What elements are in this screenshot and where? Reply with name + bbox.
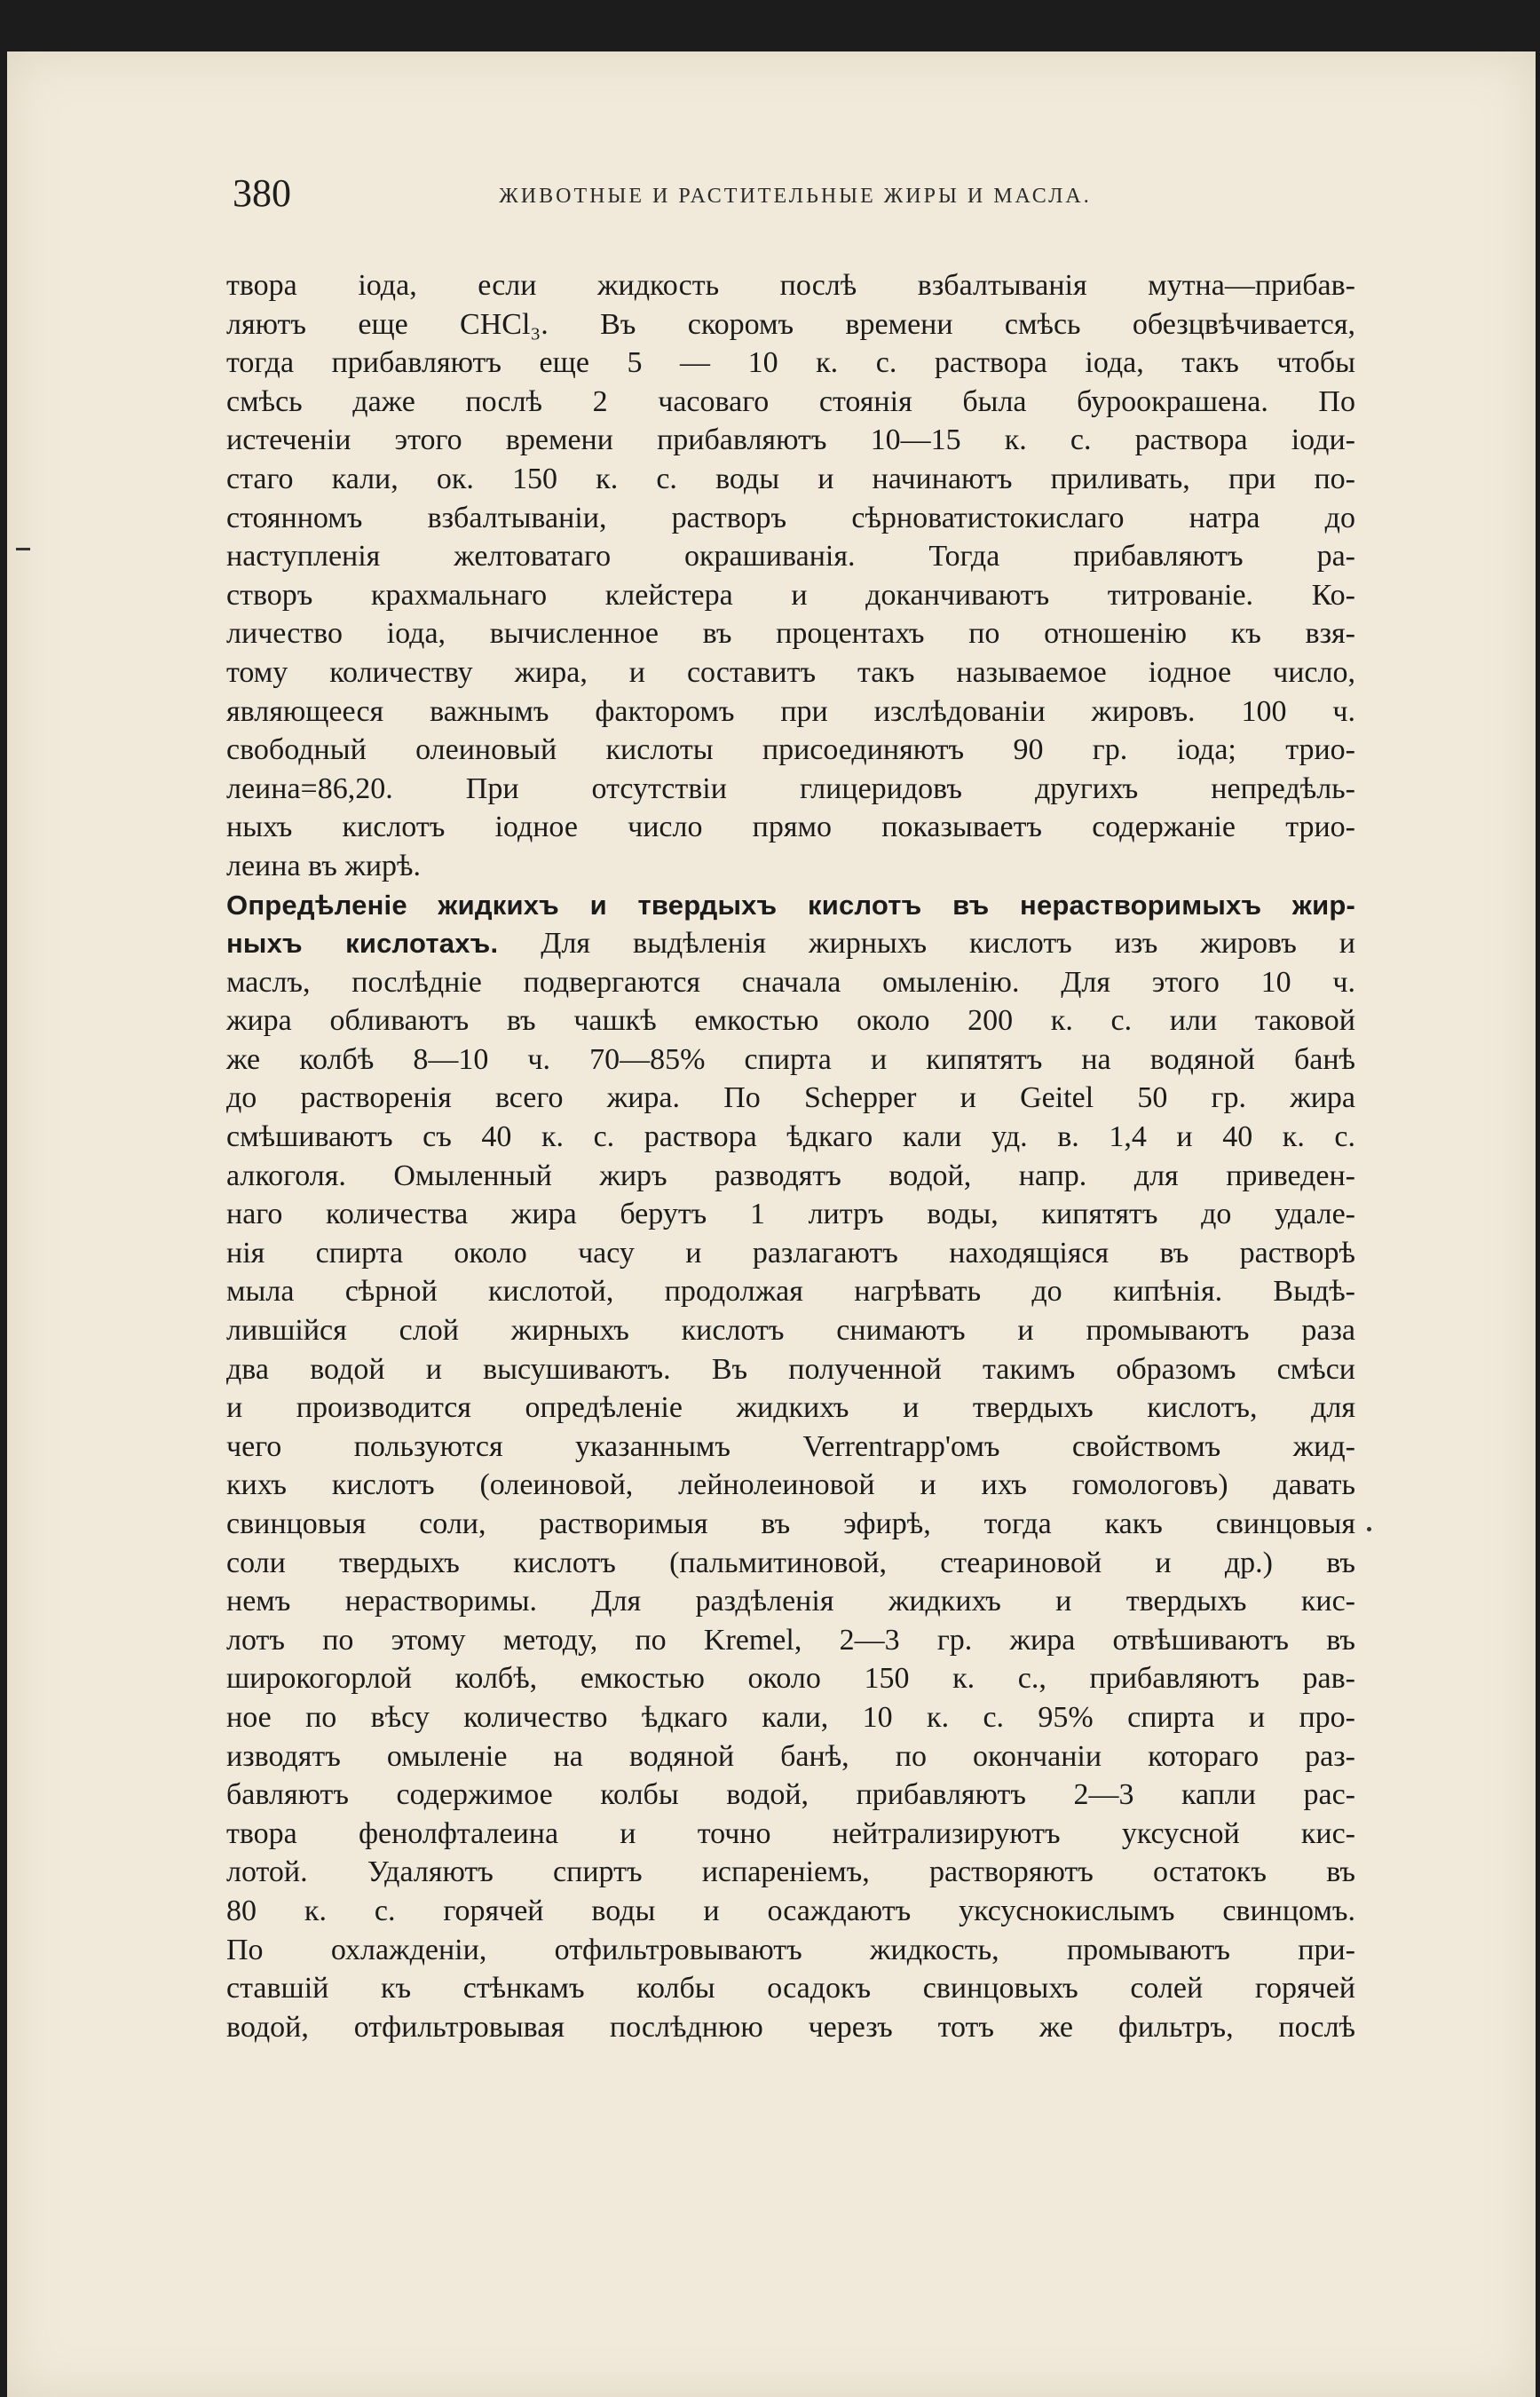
text-line: наго количества жира берутъ 1 литръ воды, кипятятъ до удале-	[226, 1198, 1355, 1231]
text-line: лотъ по этому методу, по Kremel, 2—3 гр. жира отвѣшиваютъ въ	[226, 1623, 1355, 1657]
text-line-heading-continuation	[226, 924, 1355, 963]
text-line: жира обливаютъ въ чашкѣ емкостью около 200 к. с. или таковой	[226, 1004, 1355, 1038]
margin-dot-mark	[1367, 1527, 1371, 1531]
section-heading: Опредѣленіе жидкихъ и твердыхъ кислотъ въ нерастворимыхъ жир-	[226, 889, 1355, 921]
page-body	[226, 266, 1355, 2046]
text-line: ныхъ кислотъ іодное число прямо показываетъ содержаніе трио-	[226, 811, 1355, 844]
text-line: соли твердыхъ кислотъ (пальмитиновой, стеариновой и др.) въ	[226, 1546, 1355, 1579]
text-line: ставшій къ стѣнкамъ колбы осадокъ свинцовыхъ солей горячей	[226, 1972, 1355, 2005]
text-line: смѣшиваютъ съ 40 к. с. раствора ѣдкаго кали уд. в. 1,4 и 40 к. с.	[226, 1120, 1355, 1154]
text-line: стоянномъ взбалтываніи, растворъ сѣрноватистокислаго натра до	[226, 501, 1355, 534]
text-line: 80 к. с. горячей воды и осаждаютъ уксуснокислымъ свинцомъ.	[226, 1894, 1355, 1927]
text-line: лившійся слой жирныхъ кислотъ снимаютъ и промываютъ раза	[226, 1314, 1355, 1348]
text-line: тогда прибавляютъ еще 5 — 10 к. с. раствора іода, такъ чтобы	[226, 346, 1355, 380]
paragraph-fatty-acids	[226, 886, 1355, 2047]
section-heading-end: ныхъ кислотахъ.	[226, 928, 499, 960]
paragraph-iodine-number	[226, 266, 1355, 886]
text-line: мыла сѣрной кислотой, продолжая нагрѣвать до кипѣнія. Выдѣ-	[226, 1275, 1355, 1309]
text-line: водой, отфильтровывая послѣднюю черезъ тотъ же фильтръ, послѣ	[226, 2010, 1355, 2044]
text-line: алкоголя. Омыленный жиръ разводятъ водой, напр. для приведен-	[226, 1159, 1355, 1192]
text-line: нія спирта около часу и разлагаютъ находящіяся въ растворѣ	[226, 1236, 1355, 1270]
text-line: ляютъ еще CHCl₃. Въ скоромъ времени смѣсь обезцвѣчивается,	[226, 307, 1355, 341]
page-number: 380	[233, 171, 291, 215]
text-line: же колбѣ 8—10 ч. 70—85% спирта и кипятятъ на водяной банѣ	[226, 1042, 1355, 1076]
text-line: личество іода, вычисленное въ процентахъ по отношенію къ взя-	[226, 617, 1355, 651]
text-line: наступленія желтоватаго окрашиванія. Тогда прибавляютъ ра-	[226, 540, 1355, 574]
text-line: створъ крахмальнаго клейстера и доканчиваютъ титрованіе. Ко-	[226, 578, 1355, 612]
text-line: свободный олеиновый кислоты присоединяютъ 90 гр. іода; трио-	[226, 733, 1355, 767]
text-line: твора фенолфталеина и точно нейтрализируютъ уксусной кис-	[226, 1816, 1355, 1850]
running-title: ЖИВОТНЫЕ И РАСТИТЕЛЬНЫЕ ЖИРЫ И МАСЛА.	[499, 185, 1092, 208]
text-line: бавляютъ содержимое колбы водой, прибавляютъ 2—3 капли рас-	[226, 1778, 1355, 1812]
text-line: леина=86,20. При отсутствіи глицеридовъ другихъ непредѣль-	[226, 771, 1355, 805]
text-line: кихъ кислотъ (олеиновой, лейнолеиновой и ихъ гомологовъ) давать	[226, 1468, 1355, 1502]
text-line: являющееся важнымъ факторомъ при изслѣдованіи жировъ. 100 ч.	[226, 694, 1355, 728]
text-line: широкогорлой колбѣ, емкостью около 150 к. с., прибавляютъ рав-	[226, 1662, 1355, 1696]
text-line: стаго кали, ок. 150 к. с. воды и начинаютъ приливать, при по-	[226, 462, 1355, 495]
margin-dash-mark	[16, 548, 30, 550]
text-line: смѣсь даже послѣ 2 часоваго стоянія была буроокрашена. По	[226, 384, 1355, 418]
text-line: до растворенія всего жира. По Schepper и Geitel 50 гр. жира	[226, 1081, 1355, 1115]
text-fragment: Для выдѣленія жирныхъ кислотъ изъ жировъ и	[498, 927, 1355, 961]
text-line: лотой. Удаляютъ спиртъ испареніемъ, растворяютъ остатокъ въ	[226, 1855, 1355, 1889]
text-line: По охлажденіи, отфильтровываютъ жидкость, промываютъ при-	[226, 1933, 1355, 1966]
text-line: ное по вѣсу количество ѣдкаго кали, 10 к. с. 95% спирта и про-	[226, 1700, 1355, 1734]
text-line: два водой и высушиваютъ. Въ полученной такимъ образомъ смѣси	[226, 1352, 1355, 1386]
text-line: немъ нерастворимы. Для раздѣленія жидкихъ и твердыхъ кис-	[226, 1585, 1355, 1618]
text-line: свинцовыя соли, растворимыя въ эфирѣ, тогда какъ свинцовыя	[226, 1507, 1355, 1540]
text-line: чего пользуются указаннымъ Verrentrapp'омъ свойствомъ жид-	[226, 1429, 1355, 1463]
text-line: тому количеству жира, и составитъ такъ называемое іодное число,	[226, 655, 1355, 689]
text-line: твора іода, если жидкость послѣ взбалтыванія мутна—прибав-	[226, 269, 1355, 302]
text-line: маслъ, послѣдніе подвергаются сначала омыленію. Для этого 10 ч.	[226, 965, 1355, 999]
text-line: леина въ жирѣ.	[226, 849, 421, 882]
text-line: изводятъ омыленіе на водяной банѣ, по окончаніи котораго раз-	[226, 1739, 1355, 1773]
text-line: и производится опредѣленіе жидкихъ и твердыхъ кислотъ, для	[226, 1391, 1355, 1425]
text-line: истеченіи этого времени прибавляютъ 10—15 к. с. раствора іоди-	[226, 423, 1355, 457]
page-header	[233, 167, 1358, 220]
